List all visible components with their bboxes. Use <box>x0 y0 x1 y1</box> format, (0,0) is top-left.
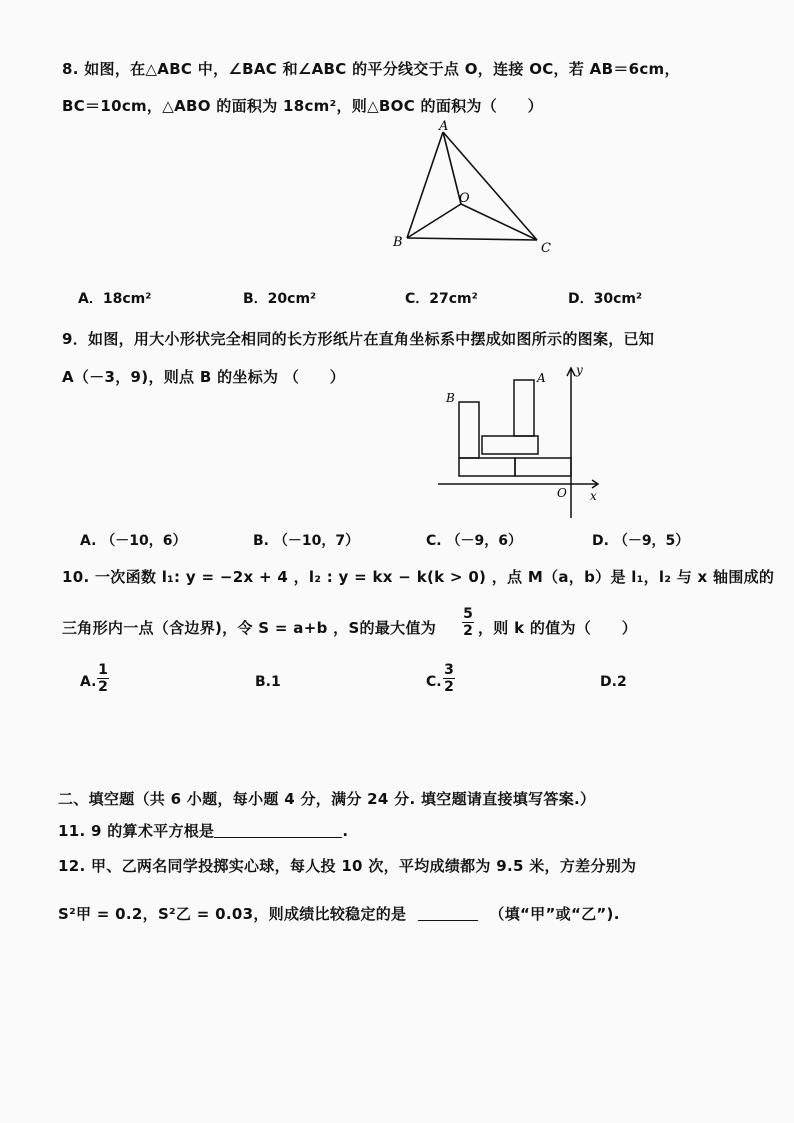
q10-option-d: D.2 <box>600 674 627 690</box>
q11-prompt: 11. 9 的算术平方根是 <box>58 822 215 840</box>
q12-answer-blank[interactable] <box>418 906 478 921</box>
q10-option-c-numerator: 3 <box>444 662 454 678</box>
q8-option-d: D．30cm² <box>568 291 643 307</box>
q10-max-denominator: 2 <box>463 623 473 639</box>
q10-line1: 10. 一次函数 l₁: y = −2x + 4 ，l₂ : y = kx − k(k > 0) ，点 M（a，b）是 l₁，l₂ 与 x 轴围成的 <box>62 568 775 586</box>
label-a: A <box>537 371 546 385</box>
q10-max-numerator: 5 <box>463 606 473 622</box>
q10-option-c-denominator: 2 <box>444 679 454 695</box>
q12-line2-prompt: S²甲 = 0.2，S²乙 = 0.03，则成绩比较稳定的是 <box>58 905 407 923</box>
q10-line2-post: ，则 k 的值为（ ） <box>478 619 638 637</box>
q8-line2: BC＝10cm，△ABO 的面积为 18cm²，则△BOC 的面积为（ ） <box>62 97 543 115</box>
q11-period: . <box>342 822 349 840</box>
q9-option-c: C. （－9，6） <box>426 533 522 549</box>
section2-title: 二、填空题（共 6 小题，每小题 4 分，满分 24 分. 填空题请直接填写答案.） <box>58 790 596 808</box>
q11-answer-blank[interactable] <box>214 823 342 838</box>
label-origin: O <box>557 486 567 500</box>
q12-line1: 12. 甲、乙两名同学投掷实心球，每人投 10 次，平均成绩都为 9.5 米，方差分别为 <box>58 857 637 875</box>
q10-option-b: B.1 <box>255 674 281 690</box>
label-a: A <box>439 120 449 134</box>
q9-option-a: A. （－10，6） <box>80 533 187 549</box>
q10-max-fraction <box>462 606 474 639</box>
q12-line2-hint: （填“甲”或“乙”). <box>489 905 620 923</box>
q8-option-b: B．20cm² <box>243 291 317 307</box>
coordinate-figure <box>430 360 610 520</box>
q9-option-d: D. （－9，5） <box>592 533 690 549</box>
q8-option-c: C．27cm² <box>405 291 478 307</box>
q9-line1: 9．如图，用大小形状完全相同的长方形纸片在直角坐标系中摆成如图所示的图案，已知 <box>62 330 655 348</box>
label-x-axis: x <box>590 489 597 503</box>
q8-option-a: A．18cm² <box>78 291 152 307</box>
q10-option-c-prefix: C. <box>426 674 442 690</box>
q12-line2 <box>58 903 620 924</box>
label-o: O <box>459 191 470 206</box>
q8-line1: 8. 如图，在△ABC 中，∠BAC 和∠ABC 的平分线交于点 O，连接 OC，若 AB＝6cm， <box>62 60 680 78</box>
q10-line2-pre: 三角形内一点（含边界)，令 S = a+b ，S的最大值为 <box>62 619 437 637</box>
q9-line2: A（－3，9)，则点 B 的坐标为 （ ） <box>62 368 346 386</box>
label-b: B <box>393 235 403 250</box>
q10-option-a-denominator: 2 <box>98 679 108 695</box>
q9-option-b: B. （－10，7） <box>253 533 360 549</box>
q10-option-a-numerator: 1 <box>98 662 108 678</box>
q11-line <box>58 820 348 841</box>
label-y-axis: y <box>576 363 583 377</box>
q10-option-a-prefix: A. <box>80 674 97 690</box>
triangle-figure <box>385 120 575 260</box>
label-c: C <box>541 241 551 256</box>
q10-option-a-fraction <box>97 662 109 695</box>
label-b: B <box>446 391 455 405</box>
q10-option-c-fraction <box>443 662 455 695</box>
